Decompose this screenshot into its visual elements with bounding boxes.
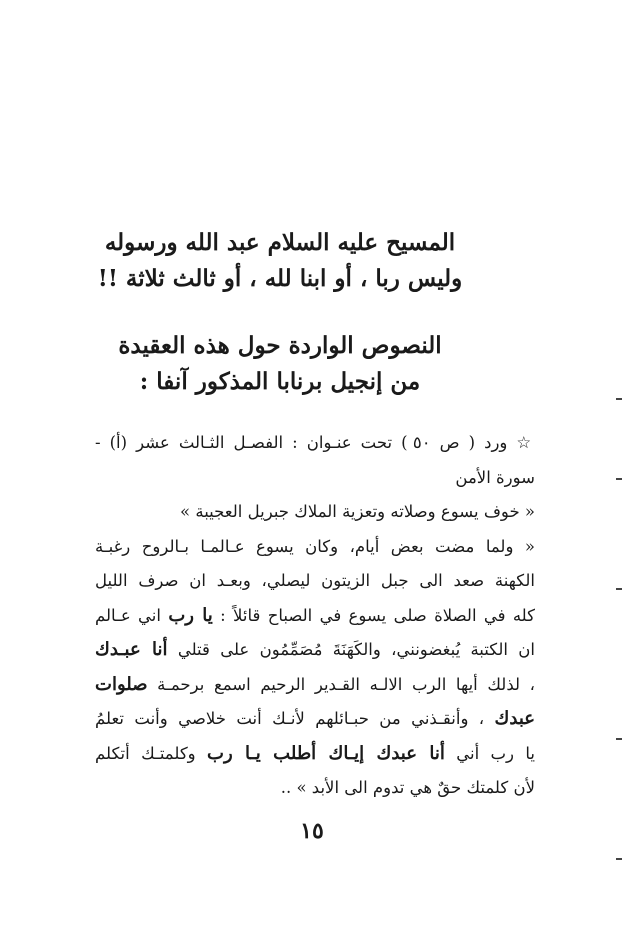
body-line-10 [95,737,535,772]
body-line-9-text-b: ، وأنقـذني من حبـائلهم لأنـك أنت خلاصي وأنت تعلمُ [95,709,485,728]
section-subtitle [60,328,500,400]
body-line-9 [95,702,535,737]
body-line-11: لأن كلمتك حقٌ هي تدوم الى الأبد » .. [280,778,535,797]
subtitle-line-2: من إنجيل برنابا المذكور آنفا : [139,368,421,395]
body-line-7-bold: أنا عبـدك [95,639,168,660]
scan-edge-mark [616,738,622,740]
body-line-8-text-a: ، لذلك أيها الرب الالـه القـدير الرحيم اسمع برحمـة [157,674,535,694]
body-line-9-bold: عبدك [494,708,536,729]
scan-edge-mark [616,858,622,860]
body-line-6-text-c: اني عـالم [95,605,161,625]
scan-edge-mark [616,478,622,480]
body-line-10-text-c: وكلمتـك أتكلم [95,743,196,763]
body-line-3: « خوف يسوع وصلاته وتعزية الملاك جبريل العجيبة » [180,502,535,521]
body-line-4: « ولما مضت بعض أيام، وكان يسوع عـالمـا بـالروح رغبـة [95,536,535,556]
body-line-6 [95,599,535,634]
body-line-2: سورة الأمن [455,467,535,487]
body-line-10-text-a: يا رب أني [456,743,536,763]
subtitle-line-1: النصوص الواردة حول هذه العقيدة [118,332,442,359]
page-number: ١٥ [300,818,324,844]
body-line-6-text-a: كله في الصلاة صلى يسوع في الصباح قائلاً : [220,605,535,625]
body-line-7 [95,633,535,668]
body-line-6-bold: يا رب [168,604,213,626]
body-line-8-bold: صلوات [95,673,148,695]
chapter-title [60,225,500,297]
body-line-7-text-a: ان الكتبة يُبغضونني، والكَهَنَةَ مُصَمِّمُون على قتلي [177,640,535,659]
title-line-2: وليس ربا ، أو ابنا لله ، أو ثالث ثلاثة !! [97,265,463,292]
body-line-8 [95,668,535,703]
body-paragraph [95,426,535,806]
title-line-1: المسيح عليه السلام عبد الله ورسوله [104,229,456,256]
scan-edge-mark [616,398,622,400]
body-line-1: ☆ ورد ( ص ٥٠ ) تحت عنـوان : الفصـل الثـالث عشر (أ) - [95,433,535,452]
body-line-10-bold: أنا عبدك إيـاك أطلب يـا رب [207,742,445,764]
scan-edge-mark [616,588,622,590]
body-line-5: الكهنة صعد الى جبل الزيتون ليصلي، وبعـد ان صرف الليل [95,571,535,590]
